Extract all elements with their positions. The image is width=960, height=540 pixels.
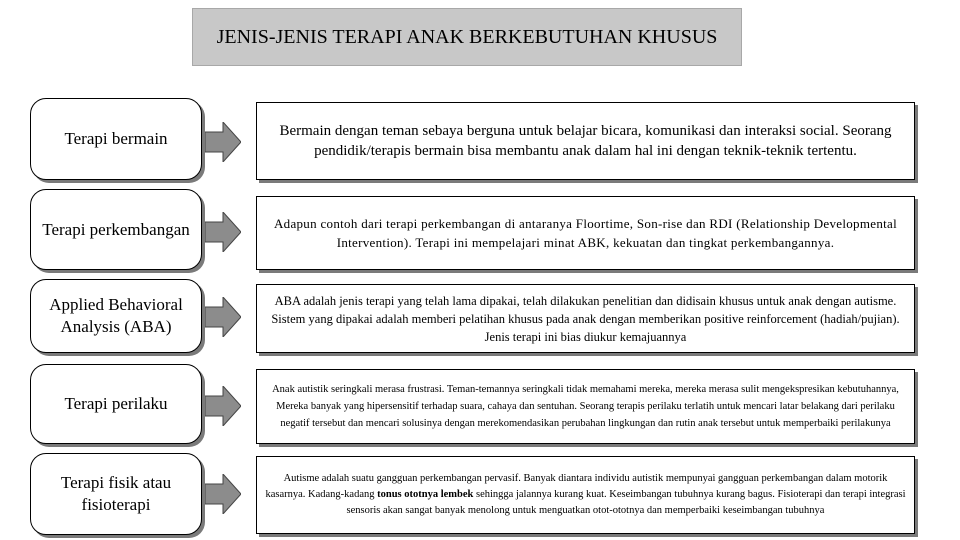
right-arrow-icon — [205, 212, 241, 252]
diagram-title: JENIS-JENIS TERAPI ANAK BERKEBUTUHAN KHUSUS — [192, 8, 742, 66]
right-arrow-icon — [205, 297, 241, 337]
therapy-label-perkembangan: Terapi perkembangan — [30, 189, 202, 270]
right-arrow-icon — [205, 386, 241, 426]
right-arrow-icon — [205, 474, 241, 514]
therapy-description-aba: ABA adalah jenis terapi yang telah lama dipakai, telah dilakukan penelitian dan didisain khusus untuk anak dengan autisme. Sistem yang dipakai adalah memberi pelatihan khusus pada anak dengan memberikan positive reinforcement (hadiah/pujian). Jenis terapi ini bias diukur kemajuannya — [256, 284, 915, 353]
therapy-description-perilaku: Anak autistik seringkali merasa frustrasi. Teman-temannya seringkali tidak memahami mereka, mereka merasa sulit mengekspresikan kebutuhannya, Mereka banyak yang hipersensitif terhadap suara, cahaya dan sentuhan. Seorang terapis perilaku terlatih untuk mencari latar belakang dari perilaku negatif tersebut dan mencari solusinya dengan merekomendasikan perubahan lingkungan dan rutin anak tersebut untuk memperbaiki perilakunya — [256, 369, 915, 444]
description-text-part: sehingga jalannya kurang kuat. Keseimbangan tubuhnya kurang bagus. Fisioterapi dan terapi integrasi sensoris akan sangat banyak menolong untuk menguatkan otot-ototnya dan memperbaiki keseimbangan tubuhnya — [346, 489, 906, 516]
therapy-label-fisioterapi: Terapi fisik atau fisioterapi — [30, 453, 202, 535]
therapy-description-perkembangan: Adapun contoh dari terapi perkembangan di antaranya Floortime, Son-rise dan RDI (Relationship Developmental Intervention). Terapi ini mempelajari minat ABK, kekuatan dan tingkat perkembangannya. — [256, 196, 915, 270]
therapy-description-bermain: Bermain dengan teman sebaya berguna untuk belajar bicara, komunikasi dan interaksi social. Seorang pendidik/terapis bermain bisa membantu anak dalam hal ini dengan teknik-teknik tertentu. — [256, 102, 915, 180]
therapy-label-bermain: Terapi bermain — [30, 98, 202, 180]
therapy-label-perilaku: Terapi perilaku — [30, 364, 202, 444]
right-arrow-icon — [205, 122, 241, 162]
description-bold-text: tonus ototnya lembek — [377, 489, 474, 500]
description-text-part: Autisme adalah suatu gangguan perkembangan pervasif. Banyak diantara individu autistik mempunyai gangguan perkembangan dalam motorik kasarnya. Kadang-kadang — [265, 473, 888, 500]
therapy-description-fisioterapi — [256, 456, 915, 534]
therapy-label-aba: Applied Behavioral Analysis (ABA) — [30, 279, 202, 353]
